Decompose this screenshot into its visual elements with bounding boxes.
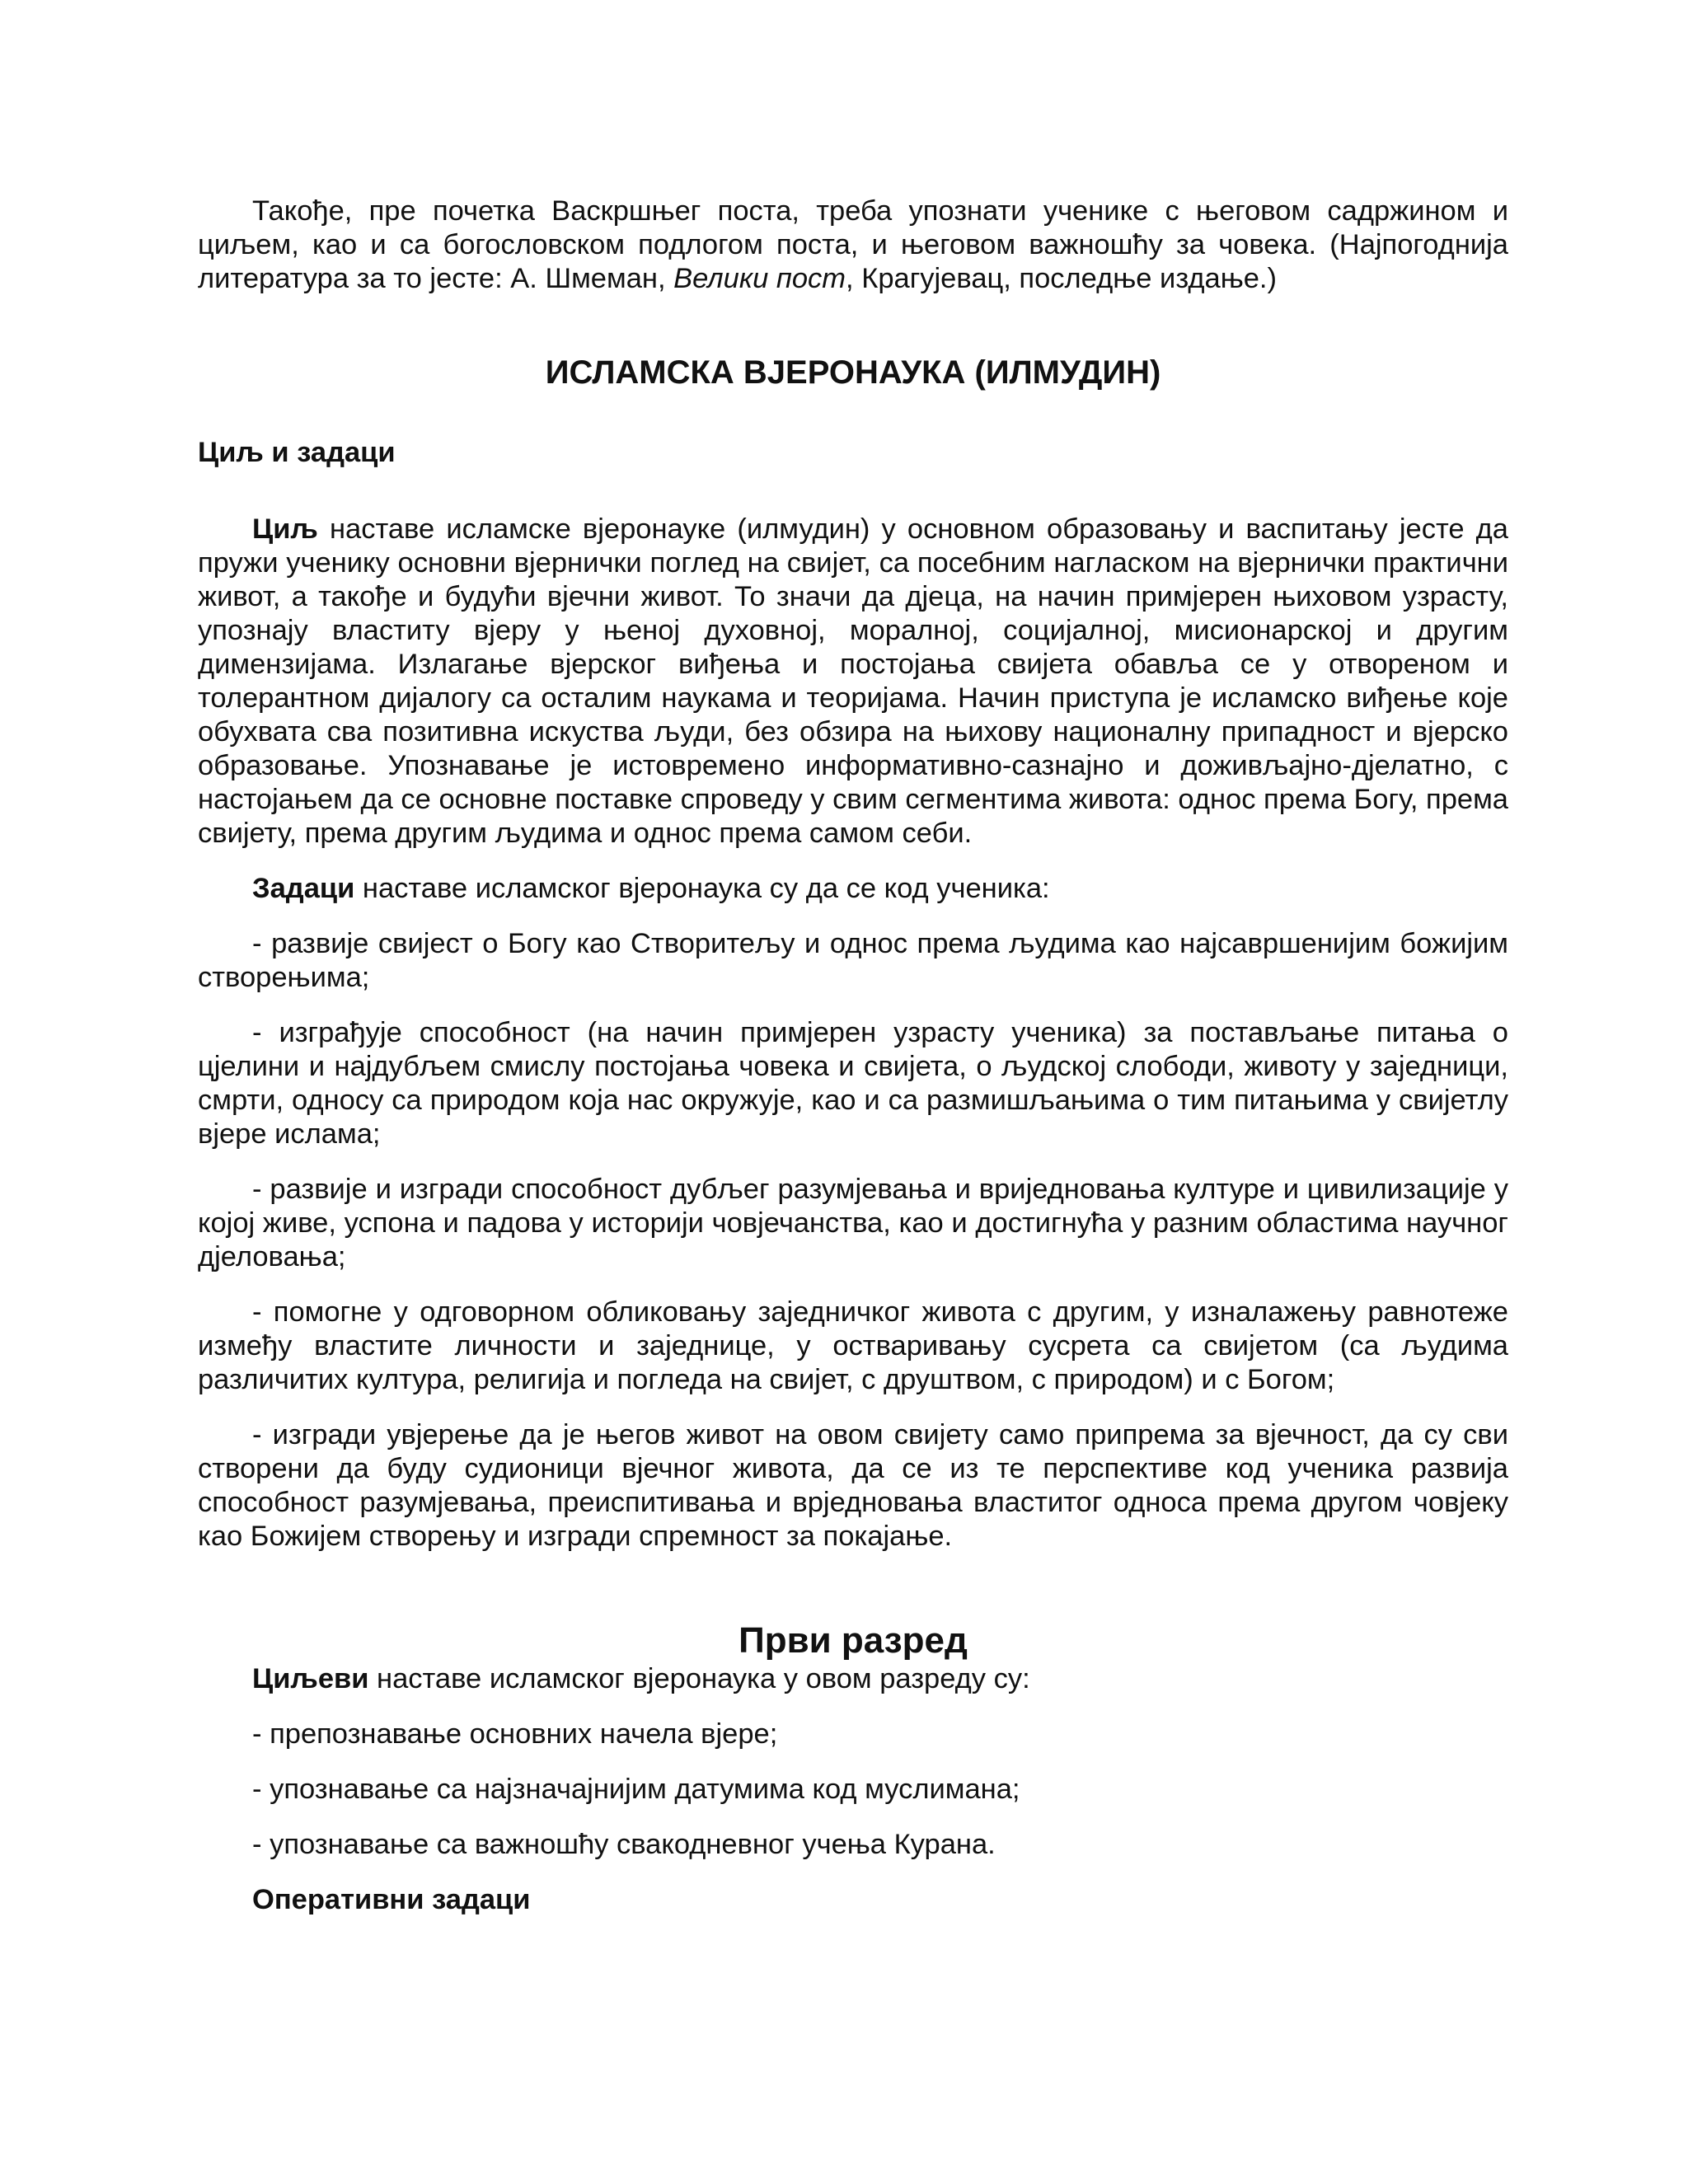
goal-text: наставе исламске вјеронауке (илмудин) у основном образовању и васпитању јесте да пружи ученику основни вјернички поглед на свијет, са посебним нагласком на вјернички практични живот, а такође и будући вјечни живот. То значи да дјеца, на начин примјерен њиховом узрасту, упознају властиту вјеру у њеној духовној, моралној, социјалној, мисионарској и другим димензијама. Излагање вјерског виђења и постојања свијета обавља се у отвореном и толерантном дијалогу са осталим наукама и теоријама. Начин приступа је исламско виђење које обухвата сва позитивна искуства људи, без обзира на њихову националну припадност и вјерско образовање. Упознавање је истовремено информативно-сазнајно и доживљајно-дјелатно, с настојањем да се основне поставке спроведу у свим сегментима живота: однос према Богу, према свијету, према другим људима и однос према самом себи. [198, 513, 1508, 849]
grade-goals-text: наставе исламског вјеронаука у овом разреду су: [368, 1663, 1030, 1694]
operative-tasks-label: Оперативни задаци [252, 1884, 531, 1915]
grade-goals-bold-label: Циљеви [252, 1663, 369, 1694]
intro-book-title: Велики пост [673, 263, 846, 294]
task-item: - помогне у одговорном обликовању заједничког живота с другим, у изналажењу равнотеже између властите личности и заједнице, у остваривању сусрета са свијетом (са људима различитих култура, религија и погледа на свијет, с друштвом, с природом) и с Богом; [198, 1296, 1508, 1395]
intro-text-b: , Крагујевац, последње издање.) [846, 263, 1277, 294]
tasks-bold-label: Задаци [252, 873, 355, 904]
tasks-paragraph [198, 872, 1508, 906]
grade-goal-item: - упознавање са важношћу свакодневног учења Курана. [252, 1829, 996, 1860]
task-item: - развије свијест о Богу као Створитељу и однос према људима као најсавршенијим божијим створењима; [198, 928, 1508, 993]
grade-goal-item: - препознавање основних начела вјере; [252, 1718, 778, 1750]
task-item: - изграђује способност (на начин примјерен узрасту ученика) за постављање питања о цјелини и најдубљем смислу постојања човека и свијета, о људској слободи, животу у заједници, смрти, односу са природом која нас окружује, као и са размишљањима о тим питањима у свијетлу вјере ислама; [198, 1017, 1508, 1150]
grade-heading: Први разред [738, 1620, 968, 1661]
goal-bold-label: Циљ [252, 513, 318, 545]
section-heading: Циљ и задаци [198, 437, 396, 468]
task-item: - развије и изгради способност дубљег разумјевања и вриједновања културе и цивилизације у којој живе, успона и падова у историји човјечанства, као и достигнућа у разним областима научног дјеловања; [198, 1174, 1508, 1272]
intro-paragraph [198, 194, 1508, 296]
document-page [198, 194, 1508, 1917]
tasks-text: наставе исламског вјеронаука су да се код ученика: [354, 873, 1050, 904]
operative-tasks-heading [198, 1883, 1508, 1917]
grade-goals-paragraph [198, 1662, 1508, 1696]
page-title: ИСЛАМСКА ВЈЕРОНАУКА (ИЛМУДИН) [545, 354, 1161, 391]
grade-goal-item: - упознавање са најзначајнијим датумима код муслимана; [252, 1774, 1020, 1805]
goal-paragraph [198, 513, 1508, 851]
intro-text-a: Такође, пре почетка Васкршњег поста, треба упознати ученике с његовом садржином и циљем, као и са богословском подлогом поста, и његовом важношћу за човека. (Најпогоднија литература за то јесте: А. Шмеман, [198, 195, 1508, 294]
task-item: - изгради увјерење да је његов живот на овом свијету само припрема за вјечност, да су сви створени да буду судионици вјечног живота, да се из те перспективе код ученика развија способност разумјевања, преиспитивања и врједновања властитог односа према другом човјеку као Божијем створењу и изгради спремност за покајање. [198, 1419, 1508, 1552]
